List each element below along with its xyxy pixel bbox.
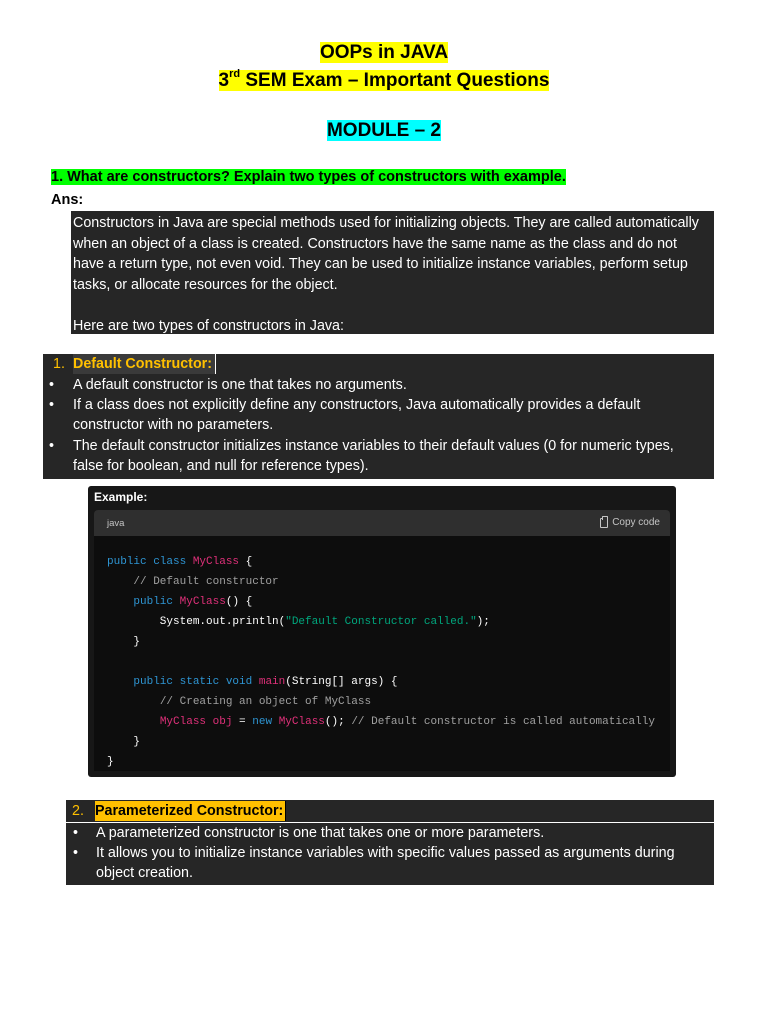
copy-code-label: Copy code: [612, 517, 660, 528]
list-item: • If a class does not explicitly define any constructors, Java automatically provides a default constructor with no parameters.: [43, 395, 714, 435]
parameterized-constructor-bullets: [66, 823, 714, 884]
parameterized-constructor-heading: [66, 800, 714, 822]
parameterized-constructor-section: [66, 800, 714, 885]
code-line: // Creating an object of MyClass: [159, 696, 372, 708]
exam-subtitle-text: [219, 70, 550, 91]
sem-ordinal: rd: [229, 68, 241, 80]
question-heading: 1. What are constructors? Explain two types of constructors with example.: [51, 169, 566, 185]
code-line: public MyClass() {: [133, 596, 253, 608]
document-title: [0, 42, 768, 64]
intro-lead-in: Here are two types of constructors in Java:: [73, 317, 344, 334]
default-constructor-heading: [43, 354, 714, 375]
module-heading-text: MODULE – 2: [326, 120, 442, 141]
code-line: // Default constructor: [133, 576, 279, 588]
list-item: • A parameterized constructor is one that takes one or more parameters.: [66, 823, 714, 843]
copy-code-button[interactable]: [600, 517, 660, 528]
section-number: 1.: [53, 356, 65, 372]
code-body: [94, 536, 670, 771]
module-heading: [0, 120, 768, 142]
code-line: }: [107, 756, 114, 768]
section-title: Default Constructor:: [73, 354, 216, 374]
parameterized-constructor-body: [66, 823, 714, 885]
section-number: 2.: [72, 803, 84, 819]
answer-label: Ans:: [51, 192, 84, 208]
exam-subtitle: [0, 70, 768, 92]
code-line: System.out.println("Default Constructor called.");: [107, 616, 490, 628]
list-item: • It allows you to initialize instance variables with specific values passed as arguments during object creation.: [66, 843, 714, 883]
list-item: • The default constructor initializes instance variables to their default values (0 for numeric types, false for boolean, and null for reference types).: [43, 436, 714, 476]
sem-rest: SEM Exam – Important Questions: [240, 70, 550, 91]
intro-paragraph: Constructors in Java are special methods used for initializing objects. They are called automatically when an object of a class is created. Constructors have the same name as the class and do not have a return type, not even void. They can be used to initialize instance variables, perform setup tasks, or allocate resources for the object.: [73, 215, 699, 293]
example-label: Example:: [94, 490, 148, 504]
section-title: Parameterized Constructor:: [95, 801, 286, 821]
code-block: [107, 552, 655, 772]
code-line: public static void main(String[] args) {: [133, 676, 398, 688]
list-item: • A default constructor is one that takes no arguments.: [43, 375, 714, 395]
document-title-text: OOPs in JAVA: [319, 42, 449, 63]
code-line: }: [107, 736, 141, 748]
default-constructor-section: [43, 354, 714, 479]
sem-number: 3: [218, 70, 230, 91]
code-line: MyClass obj = new MyClass(); // Default constructor is called automatically: [159, 716, 655, 728]
code-header-bar: [94, 510, 670, 536]
code-line: public class MyClass {: [107, 556, 253, 568]
clipboard-icon: [600, 518, 608, 528]
code-example-card: [88, 486, 676, 777]
intro-block: [71, 211, 714, 334]
default-constructor-bullets: [43, 375, 714, 476]
code-language: java: [107, 518, 125, 529]
code-line: }: [107, 636, 141, 648]
